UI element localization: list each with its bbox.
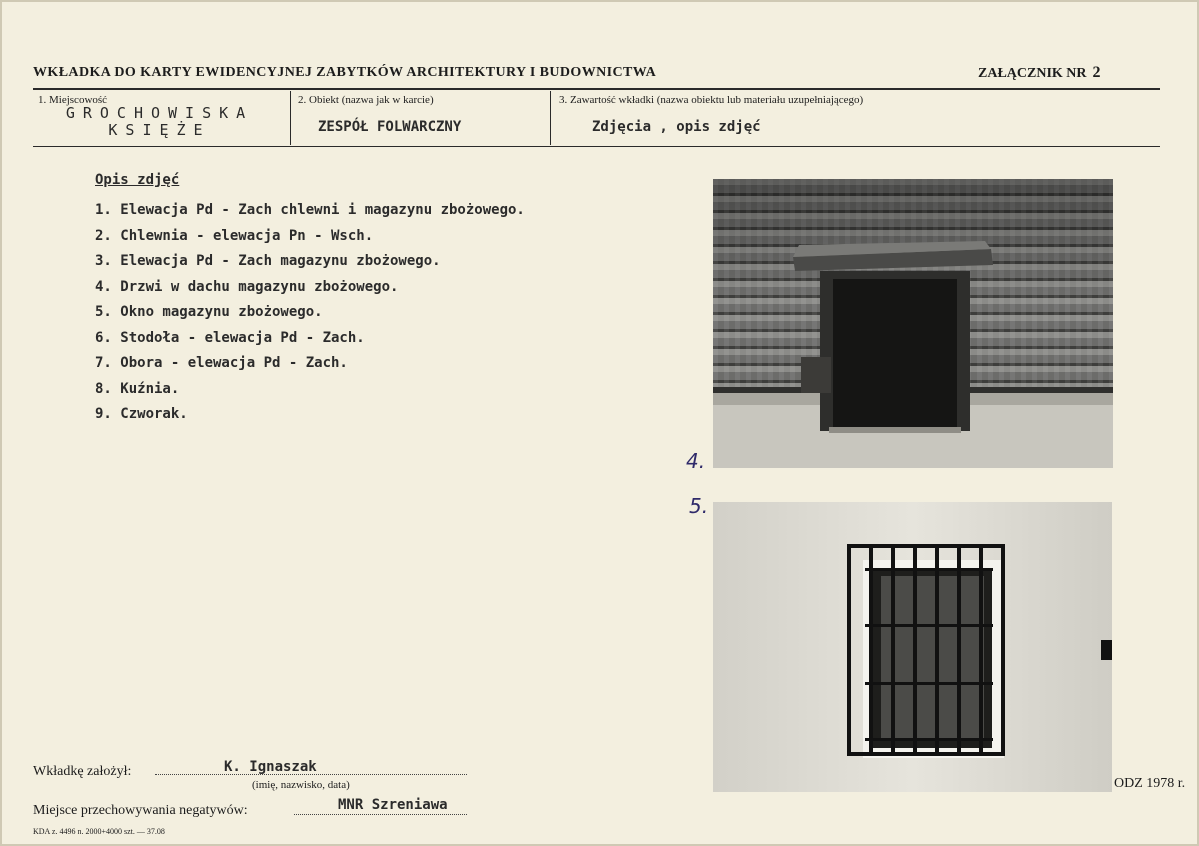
description-item: 4. Drzwi w dachu magazynu zbożowego. xyxy=(95,278,399,295)
form-title: WKŁADKA DO KARTY EWIDENCYJNEJ ZABYTKÓW ARCHITEKTURY I BUDOWNICTWA xyxy=(33,65,657,80)
annex-label-text: ZAŁĄCZNIK NR xyxy=(978,66,1087,81)
barred-window-photo xyxy=(713,502,1112,792)
description-item: 7. Obora - elewacja Pd - Zach. xyxy=(95,355,348,371)
place-line-1: GROCHOWISKA xyxy=(65,104,254,122)
founded-by-caption: (imię, nazwisko, data) xyxy=(252,779,350,791)
description-list xyxy=(95,198,525,428)
photo-number: 5. xyxy=(689,494,709,518)
description-item: 8. Kuźnia. xyxy=(95,380,180,397)
field-divider xyxy=(550,91,551,145)
description-item: 5. Okno magazynu zbożowego. xyxy=(95,304,323,320)
place-value xyxy=(42,105,277,139)
description-item: 3. Elewacja Pd - Zach magazynu zbożowego. xyxy=(95,253,441,269)
roof-door-photo xyxy=(713,179,1113,468)
header-rule xyxy=(33,88,1160,90)
print-info: KDA z. 4496 n. 2000+4000 szt. — 37.08 xyxy=(33,827,165,836)
content-value: Zdjęcia , opis zdjęć xyxy=(592,119,761,135)
object-caption: 2. Obiekt (nazwa jak w karcie) xyxy=(298,94,434,106)
fields-rule xyxy=(33,146,1160,147)
negatives-location-line xyxy=(294,814,467,815)
barred-window-illustration xyxy=(713,502,1112,792)
description-item: 1. Elewacja Pd - Zach chlewni i magazynu zbożowego. xyxy=(95,202,525,218)
roof-door-illustration xyxy=(713,179,1113,468)
object-value: ZESPÓŁ FOLWARCZNY xyxy=(318,119,462,135)
annex-number: 2 xyxy=(1092,64,1101,81)
founded-by-label: Wkładkę założył: xyxy=(33,764,132,779)
description-title: Opis zdjęć xyxy=(95,172,180,188)
place-caption: 1. Miejscowość xyxy=(38,94,108,106)
annex-label xyxy=(978,64,1101,82)
description-item: 2. Chlewnia - elewacja Pn - Wsch. xyxy=(95,227,374,244)
negatives-location-label: Miejsce przechowywania negatywów: xyxy=(33,803,248,818)
negatives-location-value: MNR Szreniawa xyxy=(338,797,448,813)
place-line-2: KSIĘŻE xyxy=(108,121,211,139)
description-item: 6. Stodoła - elewacja Pd - Zach. xyxy=(95,329,365,346)
field-divider xyxy=(290,91,291,145)
date-stamp: ODZ 1978 r. xyxy=(1114,776,1186,791)
content-caption: 3. Zawartość wkładki (nazwa obiektu lub materiału uzupełniającego) xyxy=(559,94,864,106)
photo-number: 4. xyxy=(686,449,706,473)
founded-by-value: K. Ignaszak xyxy=(224,759,317,775)
description-item: 9. Czworak. xyxy=(95,406,188,422)
